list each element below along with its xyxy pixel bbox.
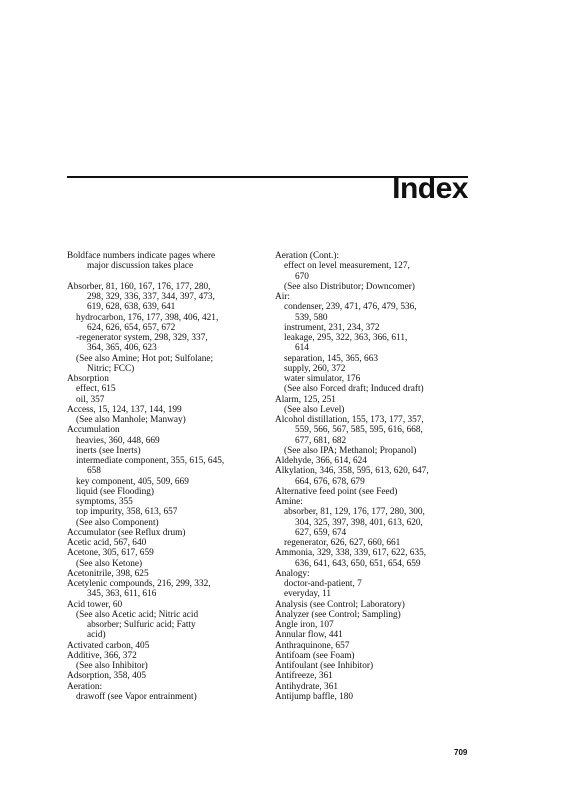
index-entry-line: Acetone, 305, 617, 659 [67,548,154,559]
index-entry-line: Analyzer (see Control; Sampling) [275,609,401,620]
index-entry-line: Anthraquinone, 657 [275,640,350,651]
index-entry-line: (See also Level) [284,404,345,415]
index-entry-line: 658 [87,466,101,477]
index-entry-line: separation, 145, 365, 663 [284,353,378,364]
index-entry-line: Acetic acid, 567, 640 [67,538,147,548]
index-entry-line: Acetylenic compounds, 216, 299, 332, [67,579,211,589]
index-entry-line: 664, 676, 678, 679 [295,476,365,487]
index-entry-line: Antihydrate, 361 [275,681,338,692]
index-entry-line: top impurity, 358, 613, 657 [76,507,178,518]
index-entry-line: oil, 357 [76,394,105,405]
index-entry-line: (See also Ketone) [76,558,143,569]
index-entry-line: 670 [295,271,309,282]
index-entry-line: effect on level measurement, 127, [284,261,410,272]
index-entry-line: Aldehyde, 366, 614, 624 [275,456,367,466]
page-title: Index [392,172,468,205]
index-entry-line: Antifreeze, 361 [275,671,333,682]
index-entry-line: instrument, 231, 234, 372 [284,322,380,333]
index-entry-line: Alternative feed point (see Feed) [275,486,398,497]
index-entry-line: Alkylation, 346, 358, 595, 613, 620, 647, [275,466,429,477]
index-entry-line: (See also Distributor; Downcomer) [284,281,415,292]
index-entry-line: intermediate component, 355, 615, 645, [76,456,225,466]
index-entry-line: everyday, 11 [284,589,332,600]
index-entry-line: hydrocarbon, 176, 177, 398, 406, 421, [76,312,219,323]
index-entry-line: liquid (see Flooding) [76,486,154,497]
page-number: 709 [454,748,468,757]
index-entry-line: 298, 329, 336, 337, 344, 397, 473, [87,292,215,302]
index-entry-line: Accumulation [67,425,120,436]
index-entry-line: 539, 580 [295,312,328,323]
index-entry-line: Alarm, 125, 251 [275,394,336,405]
index-entry-line: acid) [87,630,106,641]
index-entry-line: effect, 615 [76,384,116,395]
index-entry-line: supply, 260, 372 [284,363,346,374]
index-entry-line: leakage, 295, 322, 363, 366, 611, [284,333,408,343]
index-entry-line: Additive, 366, 372 [67,650,137,661]
index-entry-line: 364, 365, 406, 623 [87,343,157,354]
index-entry-line: condenser, 239, 471, 476, 479, 536, [284,302,417,313]
index-entry-line: Ammonia, 329, 338, 339, 617, 622, 635, [275,548,427,559]
index-entry-line: 345, 363, 611, 616 [87,589,157,600]
index-entry-line: Acid tower, 60 [67,599,123,610]
index-entry-line: drawoff (see Vapor entrainment) [76,691,197,702]
index-entry-line: 627, 659, 674 [295,527,347,538]
index-entry-line: water simulator, 176 [284,374,361,384]
index-entry-line: 677, 681, 682 [295,435,347,446]
index-entry-line: 559, 566, 567, 585, 595, 616, 668, [295,425,423,436]
index-entry-line: Antifoulant (see Inhibitor) [275,661,374,671]
index-entry-line: Acetonitrile, 398, 625 [67,568,149,579]
index-entry-line: Antifoam (see Foam) [275,650,355,661]
index-entry-line: (See also Manhole; Manway) [76,415,186,425]
index-entry-line: absorber; Sulfuric acid; Fatty [87,620,196,630]
index-entry-line: (See also IPA; Methanol; Propanol) [284,445,417,456]
index-entry-line: (See also Acetic acid; Nitric acid [76,609,199,620]
index-entry-line: Amine: [275,497,303,507]
index-entry-line: absorber, 81, 129, 176, 177, 280, 300, [284,507,425,518]
index-entry-line: Antijump baffle, 180 [275,691,354,702]
index-entry-line: Accumulator (see Reflux drum) [67,527,186,538]
index-entry-line: Nitric; FCC) [87,363,135,374]
index-entry-line: 614 [295,343,309,354]
index-entry-line: Boldface numbers indicate pages where [67,251,216,261]
index-entry-line: Absorber, 81, 160, 167, 176, 177, 280, [67,281,211,292]
index-entry-line: doctor-and-patient, 7 [284,579,362,589]
index-entry-line: Analysis (see Control; Laboratory) [275,599,405,610]
index-entry-line: (See also Amine; Hot pot; Sulfolane; [76,353,214,364]
index-entry-line: (See also Inhibitor) [76,661,148,671]
index-column-right [275,251,475,702]
index-entry-line: Annular flow, 441 [275,630,343,641]
index-entry-line: Analogy: [275,568,310,579]
index-entry-line: Alcohol distillation, 155, 173, 177, 357, [275,415,424,425]
index-entry-line: 624, 626, 654, 657, 672 [87,322,176,333]
index-entry-line: 636, 641, 643, 650, 651, 654, 659 [295,558,421,569]
index-entry-line: Activated carbon, 405 [67,640,150,651]
index-entry-line: 619, 628, 638, 639, 641 [87,302,176,313]
index-entry-line: Angle iron, 107 [275,620,334,630]
index-entry-line: Aeration (Cont.): [275,251,340,261]
index-entry-line: key component, 405, 509, 669 [76,476,189,487]
index-entry-line: -regenerator system, 298, 329, 337, [76,333,208,343]
index-entry-line: Absorption [67,374,109,384]
index-entry-line: (See also Forced draft; Induced draft) [284,384,424,395]
index-entry-line: inerts (see Inerts) [76,445,141,456]
index-entry-line: heavies, 360, 448, 669 [76,435,160,446]
index-entry-line: Access, 15, 124, 137, 144, 199 [67,404,182,415]
index-entry-line: Aeration: [67,681,103,692]
index-entry-line: 304, 325, 397, 398, 401, 613, 620, [295,517,423,528]
index-column-left [67,251,259,702]
index-entry-line: regenerator, 626, 627, 660, 661 [284,538,401,548]
index-entry-line: Adsorption, 358, 405 [67,671,147,682]
index-entry-line: symptoms, 355 [76,497,133,507]
index-entry-line: major discussion takes place [87,261,194,272]
index-entry-line [67,272,259,282]
index-entry-line: (See also Component) [76,517,159,528]
index-entry-line: Air: [275,292,290,302]
